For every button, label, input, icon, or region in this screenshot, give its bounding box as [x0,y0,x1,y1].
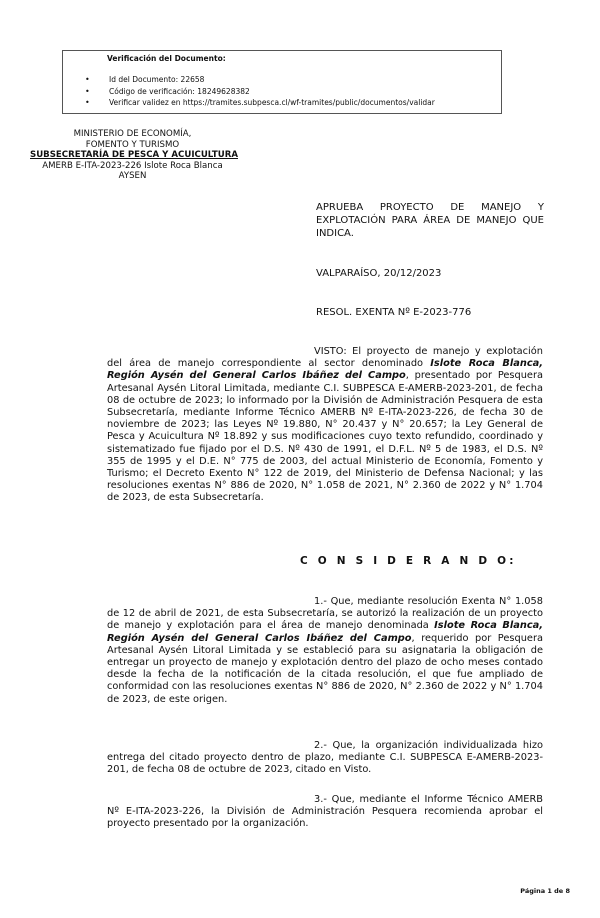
verification-title: Verificación del Documento: [107,54,226,63]
area-name: Islote Roca Blanca, Región Aysén del General Carlos Ibáñez del Campo [107,358,543,382]
verification-code: • Código de verificación: 18249628382 [85,86,435,98]
place-date: VALPARAÍSO, 20/12/2023 [316,268,442,279]
page-number: Página 1 de 8 [520,887,570,895]
ministry-line-2: FOMENTO Y TURISMO [85,139,180,150]
resolution-number: RESOL. EXENTA Nº E-2023-776 [316,307,472,318]
considerando-3: 3.- Que, mediante el Informe Técnico AMERB Nº E-ITA-2023-226, la División de Administración Pesquera recomienda aprobar el proyecto presentado por la organización. [107,794,543,830]
area-name: Islote Roca Blanca, Región Aysén del General Carlos Ibáñez del Campo [107,620,543,644]
subsecretaria-line: SUBSECRETARÍA DE PESCA Y ACUICULTURA [30,150,238,161]
verification-list [85,74,435,109]
visto-paragraph: VISTO: El proyecto de manejo y explotación del área de manejo correspondiente al sector denominado Islote Roca Blanca, Región Aysén del General Carlos Ibáñez del Campo, presentado por Pesquera Artesanal Aysén Litoral Limitada, mediante C.I. SUBPESCA E-AMERB-2023-201, de fecha 08 de octubre de 2023; lo informado por la División de Administración Pesquera de esta Subsecretaría, mediante Informe Técnico AMERB Nº E-ITA-2023-226, de fecha 30 de noviembre de 2023; las Leyes Nº 19.880, N° 20.437 y N° 20.657; la Ley General de Pesca y Acuicultura Nº 18.892 y sus modificaciones cuyo texto refundido, coordinado y sistematizado fue fijado por el D.S. Nº 430 de 1991, el D.F.L. Nº 5 de 1983, el D.S. Nº 355 de 1995 y el D.E. N° 775 de 2003, del actual Ministerio de Economía, Fomento y Turismo; el Decreto Exento N° 122 de 2019, del Ministerio de Defensa Nacional; y las resoluciones exentas N° 886 de 2020, N° 1.058 de 2021, N° 2.360 de 2022 y N° 1.704 de 2023, de esta Subsecretaría. [107,346,543,504]
verification-url[interactable]: • Verificar validez en https://tramites.subpesca.cl/wf-tramites/public/documentos/validar [85,97,435,109]
considerando-2: 2.- Que, la organización individualizada hizo entrega del citado proyecto dentro de plazo, mediante C.I. SUBPESCA E-AMERB-2023-201, de fecha 08 de octubre de 2023, citado en Visto. [107,740,543,776]
resolution-subject: APRUEBA PROYECTO DE MANEJO Y EXPLOTACIÓN PARA ÁREA DE MANEJO QUE INDICA. [316,202,544,239]
amerb-line: AMERB E-ITA-2023-226 Islote Roca Blanca [42,160,223,171]
considerando-heading: C O N S I D E R A N D O: [300,555,517,567]
visto-label: VISTO: [314,346,347,357]
verification-box [62,50,502,114]
ministry-header [30,129,238,182]
considerando-1: 1.- Que, mediante resolución Exenta N° 1.058 de 12 de abril de 2021, de esta Subsecretaría, se autorizó la realización de un proyecto de manejo y explotación para el área de manejo denominada Islote Roca Blanca, Región Aysén del General Carlos Ibáñez del Campo, requerido por Pesquera Artesanal Aysén Litoral Limitada y se estableció para su asignataria la obligación de entregar un proyecto de manejo y explotación dentro del plazo de ocho meses contado desde la fecha de la notificación de la citada resolución, el que fue ampliado de conformidad con las resoluciones exentas N° 886 de 2020, N° 2.360 de 2022 y N° 1.704 de 2023, de este origen. [107,596,543,705]
document-id: • Id del Documento: 22658 [85,74,435,86]
region-line: AYSEN [118,171,147,182]
ministry-line-1: MINISTERIO DE ECONOMÍA, [73,129,192,139]
